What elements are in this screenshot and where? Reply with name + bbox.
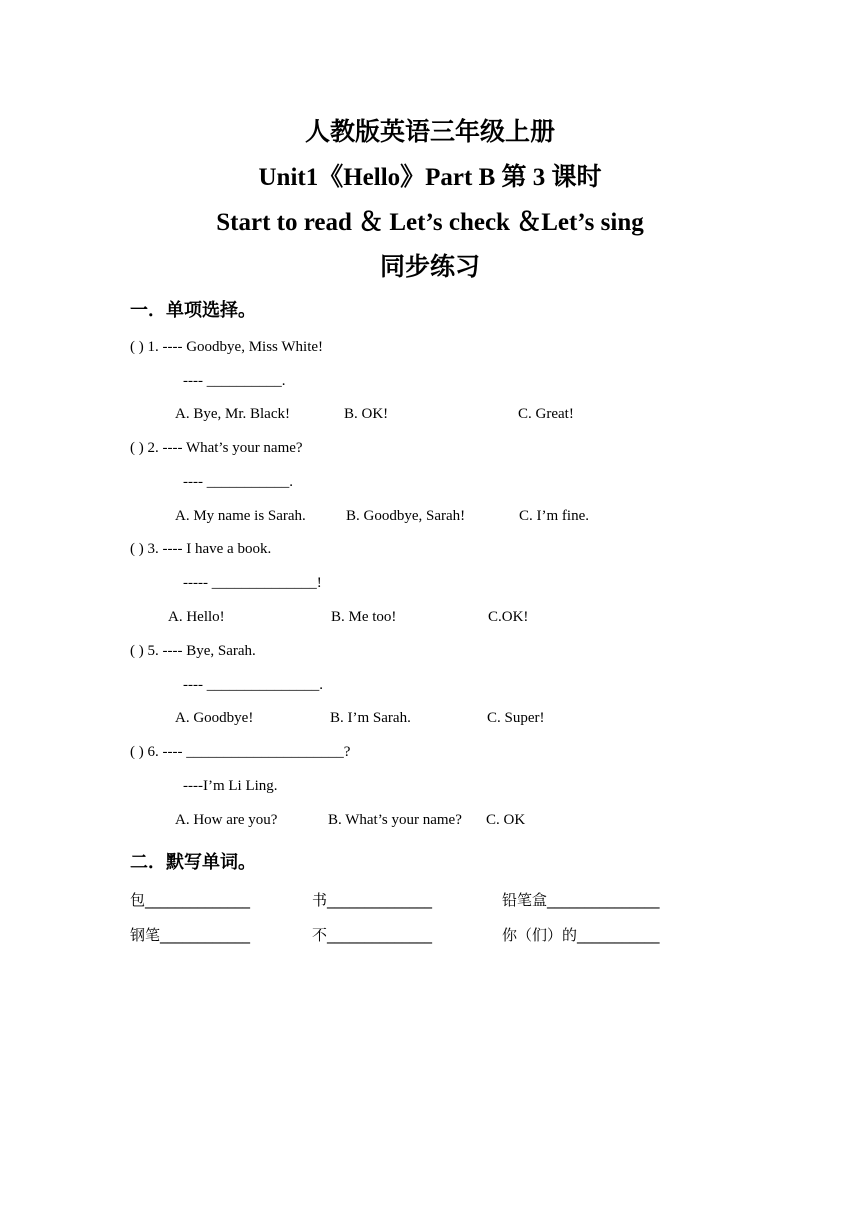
section1-heading: 一．单项选择。 [130,300,256,321]
vocab-pencil-box: 铅笔盒_______________ [502,891,660,909]
question-1-choice-a: A. Bye, Mr. Black! [175,406,290,422]
question-5-stem: ( ) 5. ---- Bye, Sarah. [130,643,256,659]
question-3-choice-a: A. Hello! [168,609,225,625]
title-textbook: 人教版英语三年级上册 [304,117,555,146]
vocab-book: 书______________ [312,891,433,909]
question-3-choice-b: B. Me too! [331,609,397,625]
vocab-pen: 钢笔____________ [130,926,251,944]
vocab-your: 你（们）的___________ [502,926,660,944]
title-unit: Unit1《Hello》Part B 第 3 课时 [258,164,602,191]
question-1-choice-c: C. Great! [518,406,574,422]
question-1-stem: ( ) 1. ---- Goodbye, Miss White! [130,339,324,355]
question-2-answer: ---- ___________. [183,474,293,490]
question-5-choice-c: C. Super! [487,710,545,726]
question-6-stem: ( ) 6. ---- _____________________? [130,744,351,760]
question-6-answer: ----I’m Li Ling. [183,778,278,794]
question-1-answer: ---- __________. [183,373,286,389]
question-5-choice-a: A. Goodbye! [175,710,254,726]
section2-heading: 二．默写单词。 [130,852,256,873]
question-6-choice-a: A. How are you? [175,812,278,828]
question-3-choice-c: C.OK! [488,609,529,625]
question-5-choice-b: B. I’m Sarah. [330,710,411,726]
question-2-choice-b: B. Goodbye, Sarah! [346,508,466,524]
question-2-choice-a: A. My name is Sarah. [175,508,306,524]
question-3-answer: ----- ______________! [183,575,322,591]
question-2-stem: ( ) 2. ---- What’s your name? [130,440,303,456]
title-practice: 同步练习 [379,252,480,281]
question-1-choice-b: B. OK! [344,406,389,422]
question-6-choice-b: B. What’s your name? [328,812,462,828]
title-parts: Start to read ＆ Let’s check ＆Let’s sing [216,209,644,236]
question-6-choice-c: C. OK [486,812,526,828]
question-3-stem: ( ) 3. ---- I have a book. [130,541,272,557]
question-5-answer: ---- _______________. [183,677,323,693]
vocab-no: 不______________ [312,926,433,944]
vocab-bag: 包______________ [130,891,251,909]
question-2-choice-c: C. I’m fine. [519,508,589,524]
